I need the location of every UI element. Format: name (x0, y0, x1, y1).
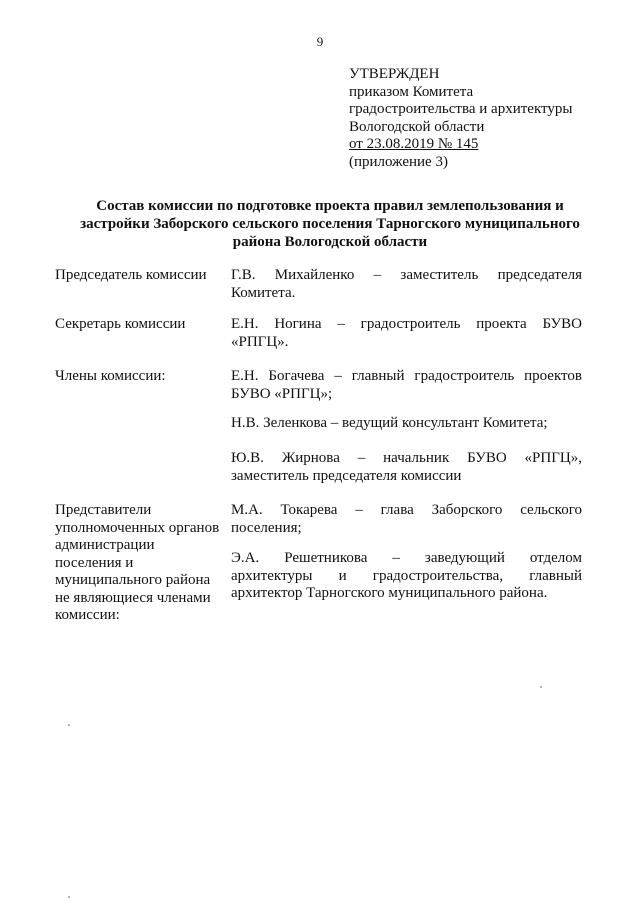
member-item: Е.Н. Богачева – главный градостроитель проектов БУВО «РПГЦ»; (231, 368, 582, 402)
approval-heading: УТВЕРЖДЕН (349, 66, 440, 82)
title-line: застройки Заборского сельского поселения Тарногского муниципального (80, 216, 580, 232)
scan-speck (540, 686, 542, 688)
representative-item: М.А. Токарева – глава Заборского сельского поселения; (231, 502, 582, 536)
secretary-text: Е.Н. Ногина – градостроитель проекта БУВО «РПГЦ». (231, 316, 582, 350)
member-item: Н.В. Зеленкова – ведущий консультант Комитета; (231, 415, 548, 431)
chairman-label: Председатель комиссии (55, 267, 207, 283)
document-title (40, 197, 620, 251)
scan-speck (68, 724, 70, 726)
member-item: Ю.В. Жирнова – начальник БУВО «РПГЦ», заместитель председателя комиссии (231, 450, 582, 484)
approval-appendix: (приложение 3) (349, 153, 448, 170)
scan-speck (68, 896, 70, 898)
title-line: Состав комиссии по подготовке проекта правил землепользования и (96, 198, 564, 214)
representatives-label: Представители уполномоченных органов администрации поселения и муниципального района не являющиеся членами комиссии: (55, 502, 220, 623)
page-number: 9 (316, 34, 324, 49)
approval-block (349, 66, 572, 171)
chairman-text: Г.В. Михайленко – заместитель председателя Комитета. (231, 267, 582, 301)
approval-order-ref: от 23.08.2019 № 145 (349, 136, 479, 152)
secretary-label: Секретарь комиссии (55, 316, 186, 332)
members-label: Члены комиссии: (55, 368, 166, 384)
approval-line: градостроительства и архитектуры (349, 101, 573, 117)
approval-line: Вологодской области (349, 118, 485, 135)
representative-item: Э.А. Решетникова – заведующий отделом архитектуры и градостроительства, главный архитектор Тарногского муниципального района. (231, 550, 582, 601)
approval-line: приказом Комитета (349, 83, 474, 100)
title-line: района Вологодской области (232, 234, 428, 250)
